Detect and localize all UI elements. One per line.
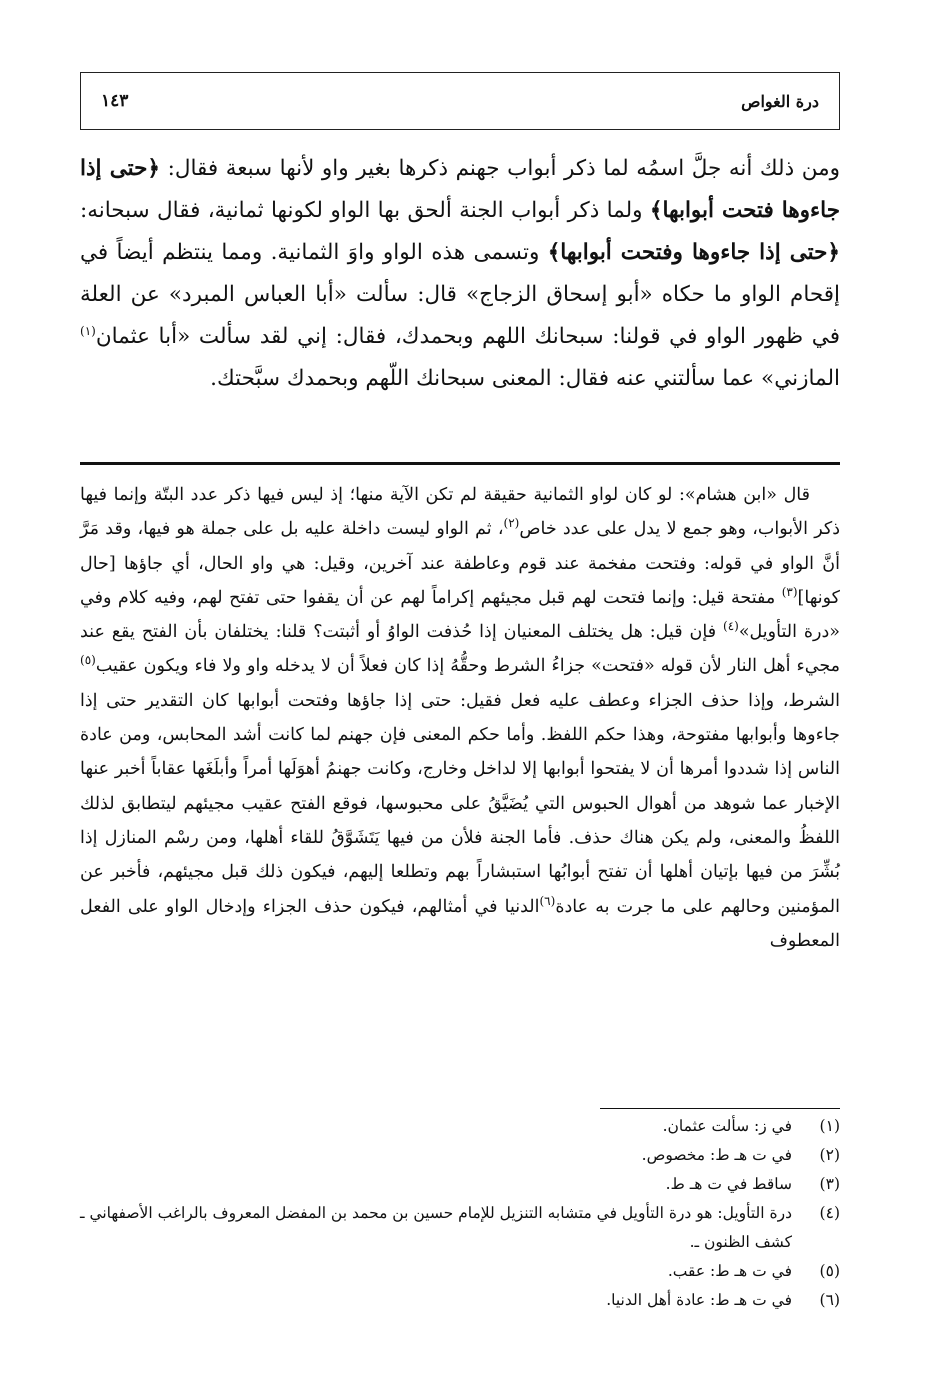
footnote-item	[80, 1112, 840, 1141]
text-span: وتسمى هذه الواو واوَ الثمانية. ومما ينتظم أيضاً في إقحام الواو ما حكاه «أبو إسحاق الزجاج» قال: سألت «أبا العباس المبرد» عن العلة في ظهور الواو في قولنا: سبحانك اللهم وبحمدك، فقال: إني لقد سألت «أبا عثمان	[80, 240, 840, 349]
footnote-item	[80, 1257, 840, 1286]
footnote-text: في ز: سألت عثمان.	[662, 1117, 792, 1135]
page-number: ١٤٣	[101, 91, 129, 111]
footnote-number: (١)	[819, 1117, 840, 1135]
footnote-text: درة التأويل: هو درة التأويل في متشابه التنزيل للإمام حسين بن محمد بن المفضل المعروف بالراغب الأصفهاني ـ كشف الظنون ـ.	[79, 1204, 792, 1251]
page-header	[80, 72, 840, 130]
footnote-number: (٤)	[819, 1204, 840, 1222]
footnote-ref: (٦)	[539, 893, 556, 908]
footnote-item	[80, 1170, 840, 1199]
section-divider	[80, 462, 840, 465]
footnote-ref: (٤)	[723, 619, 739, 634]
footnote-ref: (٣)	[781, 585, 798, 600]
commentary-paragraph	[80, 478, 840, 958]
footnote-ref: (٥)	[80, 653, 96, 668]
footnote-text: في ت هـ ط: عقب.	[667, 1262, 792, 1280]
main-paragraph	[80, 148, 840, 400]
text-span: ومن ذلك أنه جلَّ اسمُه لما ذكر أبواب جهنم ذكرها بغير واو لأنها سبعة فقال:	[160, 156, 840, 181]
main-text	[80, 148, 840, 400]
running-title: درة الغواص	[741, 91, 819, 111]
quran-quote: ﴿حتى إذا جاءوها فتحت أبوابها﴾	[80, 156, 840, 223]
quran-quote: ﴿حتى إذا جاءوها وفتحت أبوابها﴾	[547, 240, 840, 265]
footnote-item	[80, 1286, 840, 1315]
footnotes	[80, 1112, 840, 1315]
footnote-text: في ت هـ ط: مخصوص.	[641, 1146, 792, 1164]
footnote-text: ساقط في ت هـ ط.	[665, 1175, 792, 1193]
text-span: ، ثم الواو ليست داخلة عليه بل على جملة هو فيها، وقد مَرَّ أنَّ الواو في قوله: وفتحت مفخمة عند قوم وعاطفة عند آخرين، وقيل: هي واو الحال، أي جاؤها [حال كونها]	[80, 519, 840, 608]
text-span: الدنيا في أمثالهم، فيكون حذف الجزاء وإدخال الواو على الفعل المعطوف	[80, 896, 840, 951]
footnote-ref: (١)	[80, 323, 96, 338]
footnote-text: في ت هـ ط: عادة أهل الدنيا.	[606, 1291, 792, 1309]
footnote-number: (٥)	[819, 1262, 840, 1280]
text-span: الشرط، وإذا حذف الجزاء وعطف عليه فعل فقيل: حتى إذا جاؤها وفتحت أبوابها كان التقدير حتى إذا جاءوها وأبوابها مفتوحة، وهذا حكم اللفظ. وأما حكم المعنى فإن جهنم لما كانت أشد المحابس، ومن عادة الناس إذا شددوا أمرها أن لا يفتحوا أبوابها إلا لداخل وخارج، وكانت جهنمُ أهوَلَها أمراً وأبلَغَها عقاباً أخبر عنها الإخبار عما شوهد من أهوال الحبوس التي يُضَيَّقُ على محبوسها، فوقع الفتح عقيب مجيئهم ليتطابق لذلك اللفظُ والمعنى، ولم يكن هناك حذف. فأما الجنة فلأن من فيها يَتَشَوَّقُ للقاء أهلها، ومن رسْم المنازل إذا بُشِّرَ من فيها بإتيان أهلها أن تفتح أبوابُها استبشاراً بهم وتطلعا إليهم، فيكون ذلك قبل مجيئهم، فأخبر عن المؤمنين وحالهم على ما جرت به عادة	[80, 690, 840, 917]
footnote-number: (٢)	[819, 1146, 840, 1164]
text-span: مفتحة قيل: وإنما فتحت لهم قبل مجيئهم إكراماً لهم عن أن يقفوا حتى تفتح لهم، وفيه كلام وفي «درة التأويل»	[80, 587, 840, 643]
footnote-number: (٣)	[819, 1175, 840, 1193]
footnote-number: (٦)	[819, 1291, 840, 1309]
footnote-divider	[600, 1108, 840, 1109]
footnote-ref: (٢)	[503, 516, 520, 531]
footnote-item	[80, 1199, 840, 1257]
text-span: قال «ابن هشام»: لو كان لواو الثمانية حقيقة لم تكن الآية منها؛ إذ ليس فيها ذكر عدد البتّة وإنما فيها ذكر الأبواب، وهو جمع لا يدل على عدد خاص	[80, 485, 840, 540]
commentary-text	[80, 478, 840, 958]
text-span: فإن قيل: هل يختلف المعنيان إذا حُذفت الواوُ أو أثبتت؟ قلنا: يختلفان بأن الفتح يقع عند مجيء أهل النار لأن قوله «فتحت» جزاءُ الشرط وحقُّهُ إذا كان فعلاً أن لا يدخله واو ولا فاء ويكون عقيب	[80, 622, 840, 677]
footnote-item	[80, 1141, 840, 1170]
text-span: المازني» عما سألتني عنه فقال: المعنى سبحانك اللّهم وبحمدك سبَّحتك.	[210, 366, 840, 391]
text-span: ولما ذكر أبواب الجنة ألحق بها الواو لكونها ثمانية، فقال سبحانه:	[80, 198, 650, 223]
